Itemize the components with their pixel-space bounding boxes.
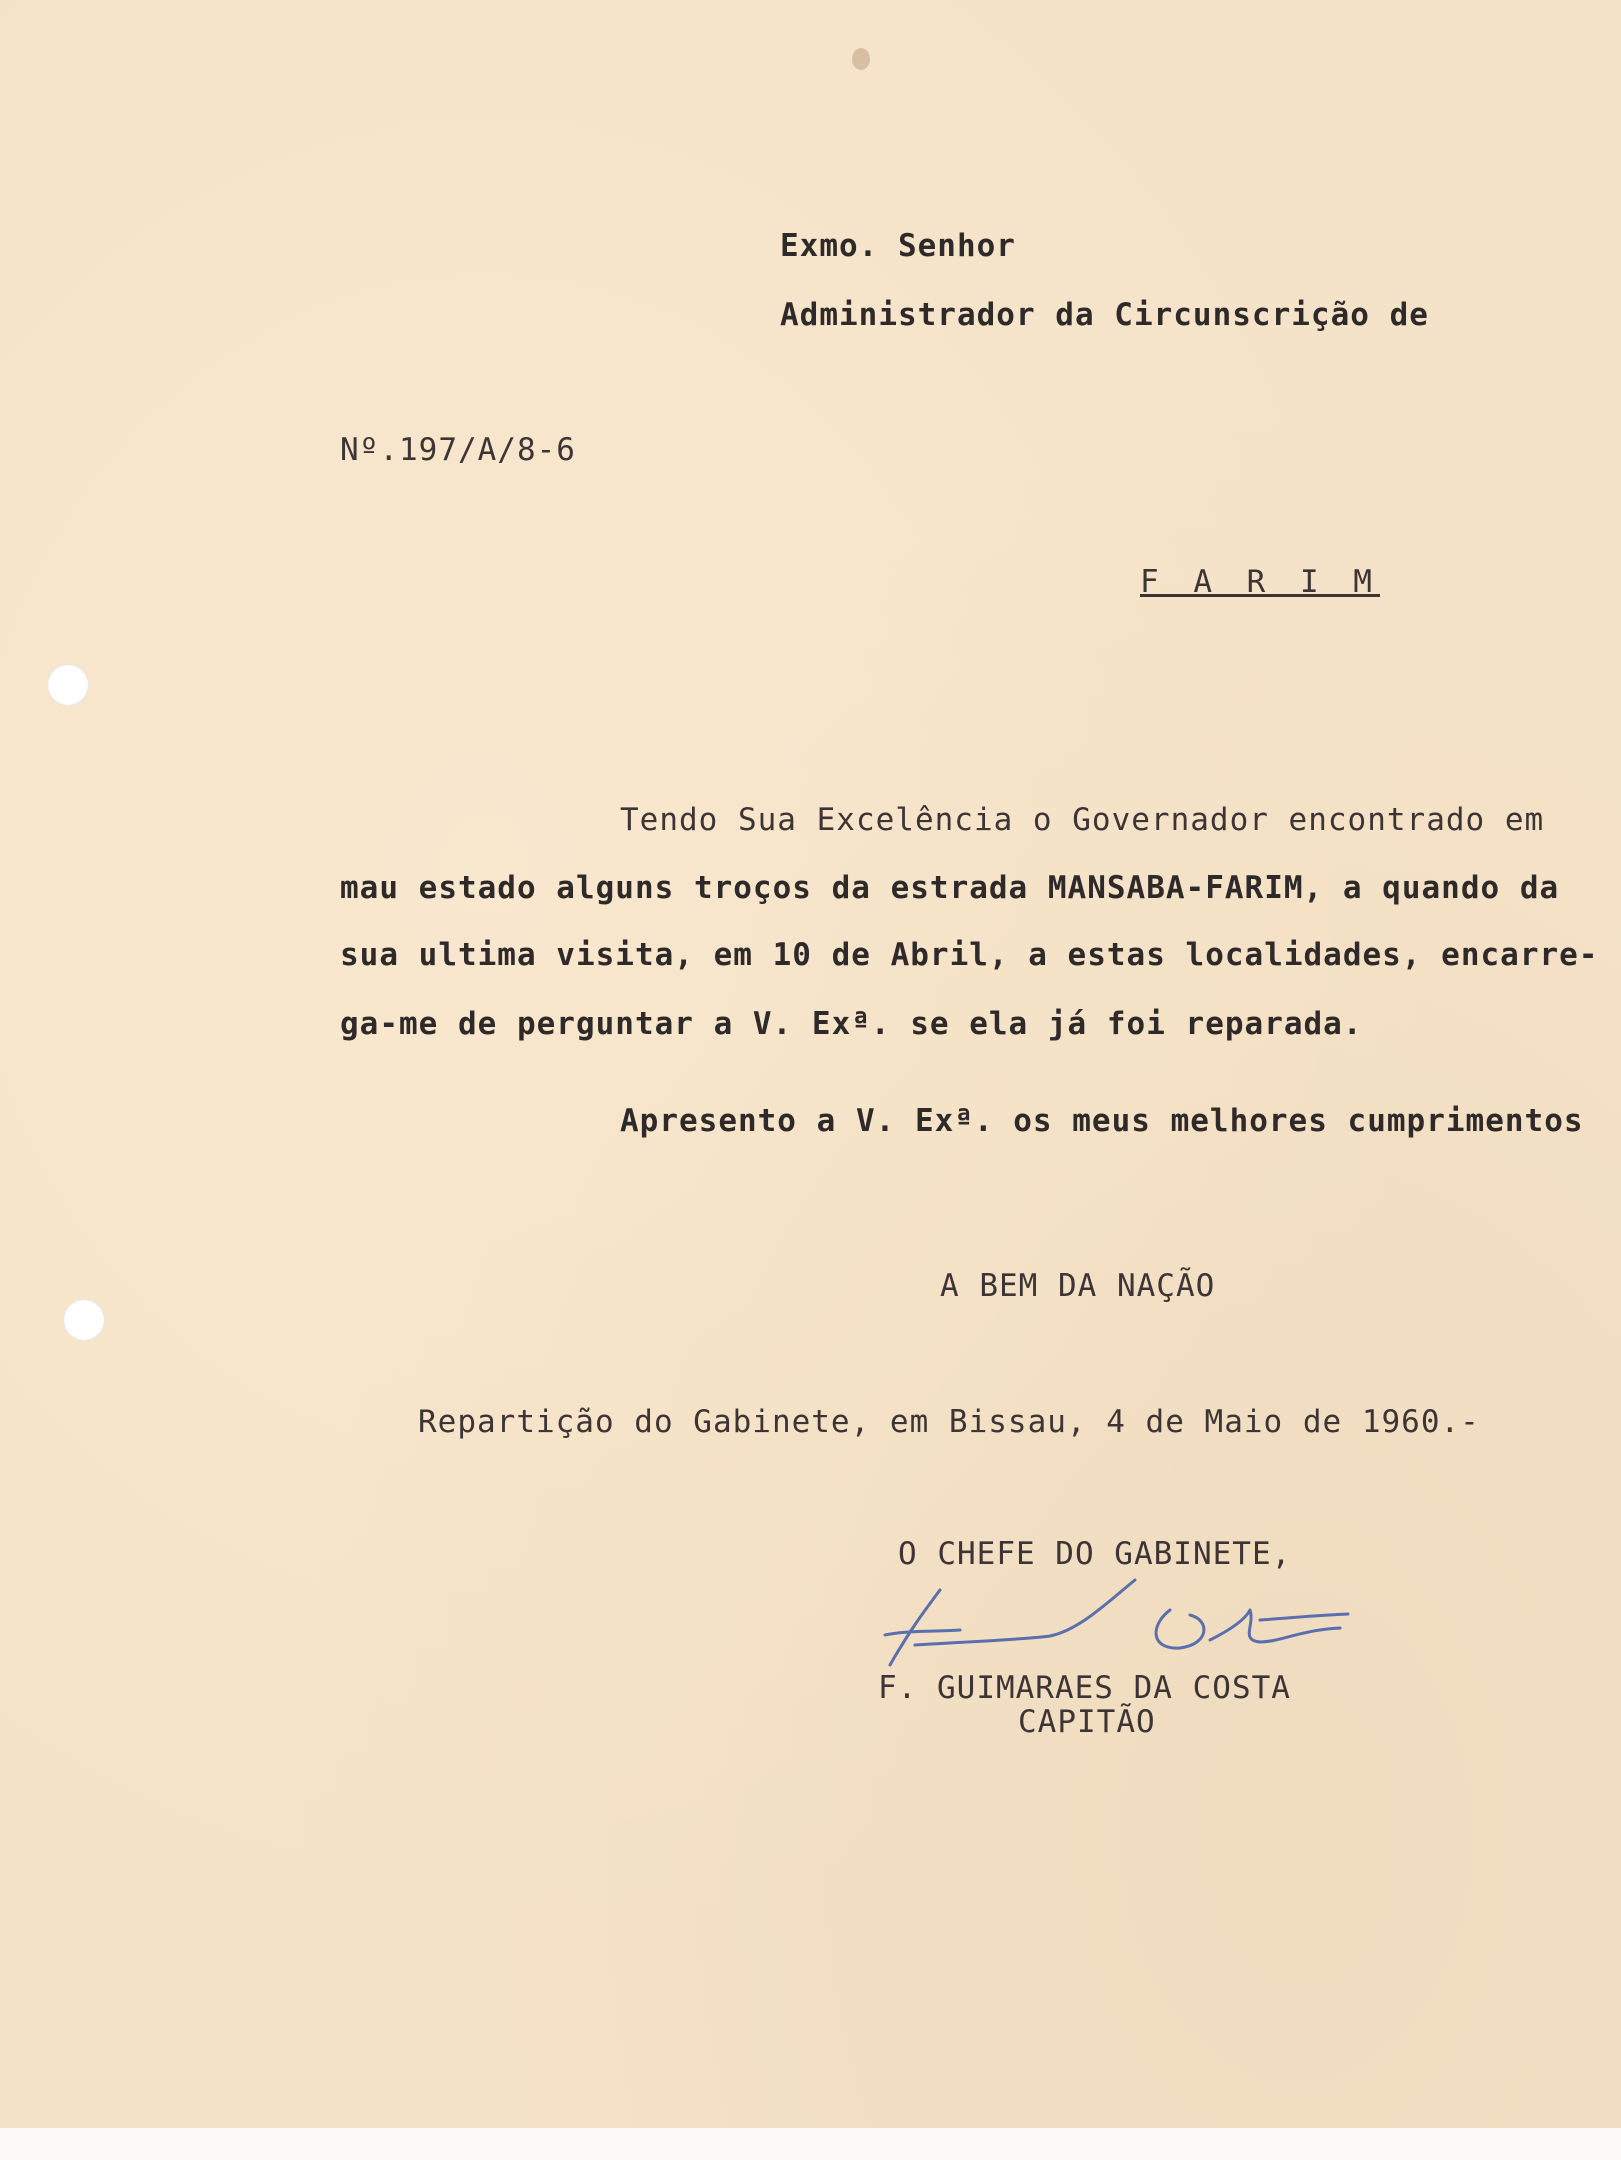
motto: A BEM DA NAÇÃO (940, 1268, 1216, 1304)
punch-hole-top (47, 664, 89, 706)
addressee-salutation: Exmo. Senhor (780, 228, 1016, 264)
location-heading: F A R I M (1140, 564, 1380, 600)
signatory-name: F. GUIMARAES DA COSTA (878, 1670, 1291, 1706)
paper-stain (852, 48, 870, 70)
signatory-rank: CAPITÃO (1018, 1704, 1156, 1740)
signatory-title: O CHEFE DO GABINETE, (898, 1536, 1292, 1572)
punch-hole-bottom (63, 1299, 105, 1341)
scan-margin (0, 2128, 1621, 2160)
addressee-office: Administrador da Circunscrição de (780, 297, 1429, 333)
body-line-1: Tendo Sua Excelência o Governador encontrado em (620, 802, 1545, 838)
body-line-3: sua ultima visita, em 10 de Abril, a estas localidades, encarre- (340, 937, 1599, 973)
body-line-2: mau estado alguns troços da estrada MANSABA-FARIM, a quando da (340, 870, 1560, 906)
closing-line: Apresento a V. Exª. os meus melhores cumprimentos (620, 1103, 1584, 1139)
reference-number: Nº.197/A/8-6 (340, 432, 576, 468)
body-line-4: ga-me de perguntar a V. Exª. se ela já foi reparada. (340, 1006, 1363, 1042)
place-and-date: Repartição do Gabinete, em Bissau, 4 de Maio de 1960.- (418, 1404, 1480, 1440)
handwritten-signature (880, 1570, 1350, 1680)
